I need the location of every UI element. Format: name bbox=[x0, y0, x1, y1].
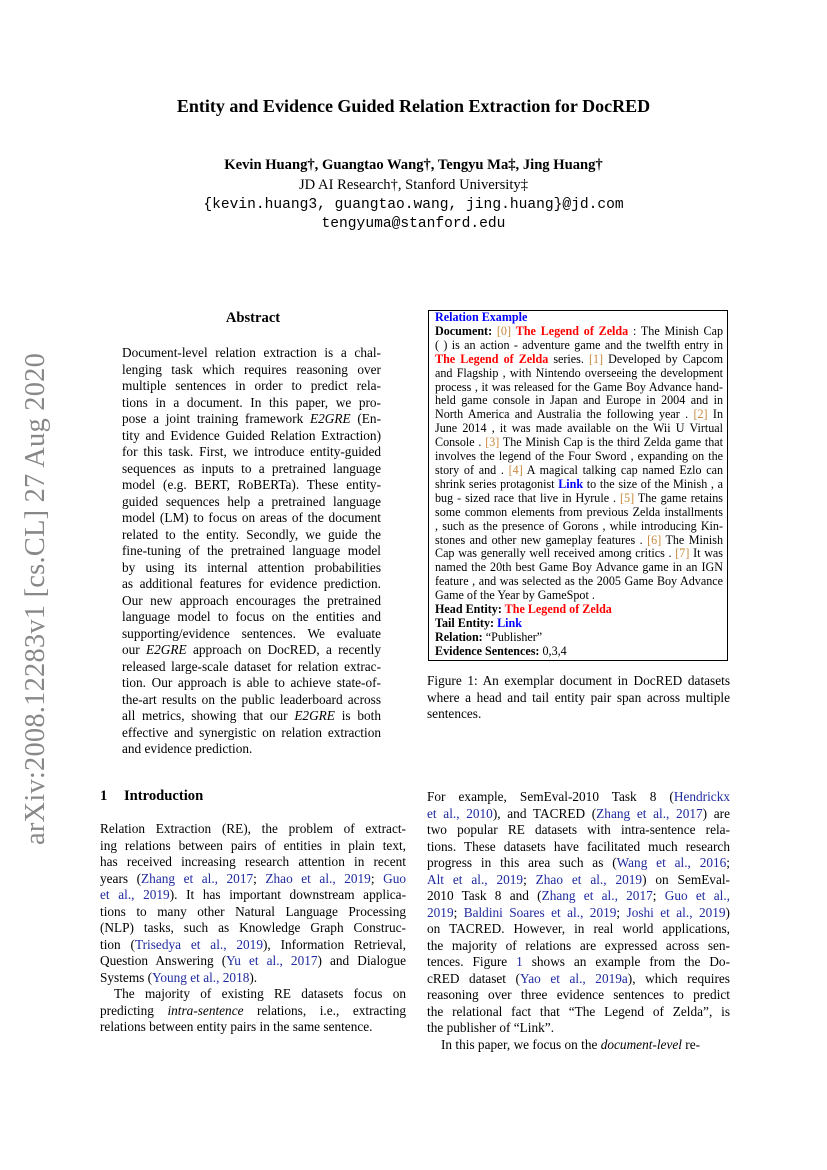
text-line bbox=[122, 725, 381, 742]
affiliation: JD AI Research†, Stanford University‡ bbox=[299, 177, 528, 193]
text-line bbox=[122, 444, 381, 461]
text: released large-scale dataset for relation extrac- bbox=[122, 658, 381, 674]
text: Question Answering ( bbox=[100, 953, 227, 968]
text-line bbox=[427, 905, 730, 922]
text-line bbox=[435, 534, 723, 548]
text: : The Minish Cap bbox=[628, 323, 723, 338]
text: effective and synergistic on relation extraction bbox=[122, 724, 381, 740]
text: reasoning over three evidence sentences to predict bbox=[427, 987, 730, 1002]
text: Our new approach encourages the pretrained bbox=[122, 592, 381, 608]
section-number: 1 bbox=[100, 788, 108, 804]
text-line bbox=[427, 921, 730, 938]
text-line bbox=[100, 904, 406, 921]
text: tions. These datasets have facilitated much research bbox=[427, 838, 730, 854]
text: sequences as inputs to a pretrained language bbox=[122, 460, 381, 476]
text-line bbox=[427, 806, 730, 823]
sentence-index: [2] bbox=[693, 407, 708, 422]
text: series. bbox=[548, 351, 589, 366]
text-line bbox=[122, 576, 381, 593]
text: In this paper, we focus on the bbox=[441, 1036, 601, 1052]
text: supporting/evidence sentences. We evaluate bbox=[122, 625, 381, 641]
text-line bbox=[100, 1019, 406, 1036]
text: 2010 Task 8 and ( bbox=[427, 888, 542, 903]
text: tences. Figure bbox=[427, 954, 517, 969]
text: involves the legend of the Four Sword , expanding on the bbox=[435, 449, 723, 464]
text: our bbox=[122, 642, 147, 657]
text: ) are bbox=[702, 805, 731, 821]
tail-entity: Link bbox=[497, 615, 522, 630]
text-line bbox=[122, 395, 381, 412]
text: It was bbox=[689, 546, 723, 561]
text: ) on SemEval- bbox=[642, 871, 730, 887]
text: In bbox=[707, 407, 723, 422]
text-line bbox=[427, 1004, 730, 1021]
text-line bbox=[427, 888, 730, 905]
head-entity: The Legend of Zelda bbox=[435, 351, 549, 366]
sentence-index: [3] bbox=[485, 435, 500, 450]
text: to the size of the Minish , a bbox=[583, 476, 723, 491]
text: where a head and tail entity pair span across multiple bbox=[427, 689, 730, 705]
citation-link[interactable]: Joshi et al., 2019 bbox=[626, 904, 726, 920]
text-line bbox=[427, 938, 730, 955]
citation-link[interactable]: Zhang et al., 2017 bbox=[541, 888, 653, 903]
text-line bbox=[427, 706, 730, 723]
text-line bbox=[100, 920, 406, 937]
text: Relation Extraction (RE), the problem of extract- bbox=[100, 821, 406, 836]
text: ) bbox=[725, 904, 730, 920]
text: progress in this area such as ( bbox=[427, 855, 617, 870]
head-entity: The Legend of Zelda bbox=[515, 323, 629, 338]
text-line bbox=[427, 987, 730, 1004]
text: Systems ( bbox=[100, 969, 153, 985]
text-line bbox=[427, 839, 730, 856]
text: the publisher of “Link”. bbox=[427, 1020, 555, 1035]
text: stones and other new gameplay features . bbox=[435, 532, 648, 547]
text-line bbox=[427, 690, 730, 707]
text: feature , and was selected as the 2005 Game Boy Advance bbox=[435, 574, 723, 589]
text: ing relations between pairs of entities in plain text, bbox=[100, 837, 406, 853]
text: for this task. First, we introduce entity-guided bbox=[122, 444, 381, 459]
text: Document-level relation extraction is a chal- bbox=[122, 345, 381, 360]
text-line bbox=[427, 822, 730, 839]
text: For example, SemEval-2010 Task 8 ( bbox=[427, 789, 674, 804]
text-line bbox=[122, 510, 381, 527]
text: ; bbox=[370, 870, 384, 886]
sentence-index: [4] bbox=[508, 462, 523, 477]
email-line-1: {kevin.huang3, guangtao.wang, jing.huang}@jd.com bbox=[203, 197, 624, 213]
text-line bbox=[435, 367, 723, 381]
sentence-index: [5] bbox=[620, 490, 635, 505]
text-line bbox=[435, 353, 723, 367]
label: Document: bbox=[435, 323, 497, 338]
text: has received increasing research attention in recent bbox=[100, 854, 406, 869]
arxiv-stamp: arXiv:2008.12283v1 [cs.CL] 27 Aug 2020 bbox=[20, 352, 51, 845]
citation-link[interactable]: Alt et al., 2019 bbox=[427, 871, 524, 887]
text-line bbox=[100, 887, 406, 904]
text: held game console in Japan and Europe in 2004 and in bbox=[435, 393, 723, 408]
text-line bbox=[435, 325, 723, 339]
text-line bbox=[122, 543, 381, 560]
text-line bbox=[122, 477, 381, 494]
text-line bbox=[435, 311, 723, 325]
text-line bbox=[100, 854, 406, 871]
text: Game of the Year by GameSpot . bbox=[435, 588, 595, 603]
citation-link[interactable]: Baldini Soares et al., 2019 bbox=[463, 904, 617, 920]
sentence-index: [0] bbox=[496, 323, 511, 338]
sentence-index: [6] bbox=[647, 532, 662, 547]
text: model (e.g. BERT, RoBERTa). These entity- bbox=[122, 477, 381, 492]
text: ), which requires bbox=[627, 970, 730, 986]
citation-link[interactable]: Guo et al., bbox=[664, 888, 730, 903]
text-line bbox=[427, 954, 730, 971]
text: , such as the presence of Gorons , while introducing Kin- bbox=[435, 518, 723, 533]
citation-link[interactable]: Trisedya et al., 2019 bbox=[134, 936, 263, 952]
text: ; bbox=[726, 855, 730, 870]
text-line bbox=[435, 561, 723, 575]
text: process , it was released for the Game Boy Advance hand- bbox=[435, 379, 723, 394]
text-line bbox=[427, 789, 730, 806]
text-line bbox=[122, 741, 381, 758]
text: tion. Our approach is able to achieve state-of- bbox=[122, 675, 381, 690]
text: years ( bbox=[100, 870, 142, 886]
text-line bbox=[427, 1020, 730, 1037]
text: the relational fact that “The Legend of Zelda”, is bbox=[427, 1003, 730, 1019]
text-line bbox=[122, 708, 381, 725]
text-line bbox=[122, 428, 381, 445]
text: (En- bbox=[350, 411, 382, 426]
text: The majority of existing RE datasets focus on bbox=[114, 986, 406, 1001]
citation-link[interactable]: Zhao et al., 2019 bbox=[535, 871, 643, 887]
text: is both bbox=[334, 708, 381, 723]
text: some common elements from previous Zelda installments bbox=[435, 504, 723, 519]
tail-entity: Link bbox=[558, 476, 584, 491]
text: A magical talking cap named Ezlo can bbox=[522, 462, 723, 477]
text-line bbox=[427, 1037, 730, 1054]
text: The Minish Cap is the third Zelda game that bbox=[499, 435, 723, 450]
text-line bbox=[100, 986, 406, 1003]
text-line bbox=[435, 506, 723, 520]
text: ; bbox=[616, 904, 627, 920]
text: pose a joint training framework bbox=[122, 411, 311, 426]
text: the-art results on the public leaderboard across bbox=[122, 691, 381, 707]
text: ). bbox=[249, 969, 258, 985]
head-entity: The Legend of Zelda bbox=[504, 602, 612, 617]
text: ; bbox=[253, 870, 266, 886]
label: Head Entity: bbox=[435, 602, 505, 617]
text: (NLP) tasks, such as Knowledge Graph Construc- bbox=[100, 920, 406, 935]
citation-link[interactable]: Yu et al., 2017 bbox=[226, 953, 318, 968]
text: ), and TACRED ( bbox=[492, 805, 597, 821]
text-line bbox=[435, 547, 723, 561]
sentence-index: [1] bbox=[588, 351, 604, 366]
abstract-heading: Abstract bbox=[225, 310, 281, 326]
text: language model to focus on the entities and bbox=[122, 609, 381, 624]
text: ) and Dialogue bbox=[317, 953, 406, 968]
text: predicting bbox=[100, 1002, 168, 1018]
citation-link[interactable]: Guo bbox=[383, 870, 406, 886]
text: re- bbox=[681, 1036, 701, 1052]
text: lenging task which requires reasoning over bbox=[122, 361, 381, 377]
text-line bbox=[435, 408, 723, 422]
label: Relation: bbox=[435, 629, 486, 644]
text-line bbox=[122, 378, 381, 395]
citation-link[interactable]: 1 bbox=[516, 954, 523, 969]
text: ), Information Retrieval, bbox=[262, 936, 406, 952]
text-line bbox=[122, 659, 381, 676]
text: by using its internal attention probabilities bbox=[122, 559, 381, 575]
text: Figure 1: An exemplar document in DocRED datasets bbox=[427, 673, 730, 688]
text-line bbox=[122, 642, 381, 659]
text: The game retains bbox=[634, 490, 723, 505]
abstract-body bbox=[122, 345, 381, 758]
citation-link[interactable]: et al., 2019 bbox=[100, 887, 170, 902]
text-line bbox=[427, 971, 730, 988]
text-line bbox=[435, 603, 723, 617]
text-line bbox=[122, 461, 381, 478]
text-line bbox=[427, 673, 730, 690]
text-line bbox=[122, 692, 381, 709]
emphasis: E2GRE bbox=[294, 708, 335, 723]
text-line bbox=[122, 593, 381, 610]
text: cRED dataset ( bbox=[427, 970, 520, 986]
text-line bbox=[122, 626, 381, 643]
citation-link[interactable]: Yao et al., 2019a bbox=[519, 970, 628, 986]
text-line bbox=[100, 937, 406, 954]
text: shrink series protagonist bbox=[435, 476, 559, 491]
text: Console . bbox=[435, 435, 486, 450]
text-line bbox=[122, 494, 381, 511]
text-line bbox=[100, 838, 406, 855]
text: model (LM) to focus on areas of the document bbox=[122, 510, 381, 525]
text-line bbox=[100, 970, 406, 987]
text-line bbox=[100, 871, 406, 888]
text: Developed by Capcom bbox=[603, 351, 723, 366]
text: relations between entity pairs in the same sentence. bbox=[100, 1019, 373, 1034]
section-heading-introduction bbox=[100, 788, 203, 805]
text-line bbox=[122, 527, 381, 544]
text-line bbox=[100, 1003, 406, 1020]
text-line bbox=[435, 422, 723, 436]
text-line bbox=[435, 394, 723, 408]
emphasis: intra-sentence bbox=[167, 1002, 244, 1018]
text-line bbox=[122, 675, 381, 692]
label: Tail Entity: bbox=[435, 615, 498, 630]
authors: Kevin Huang†, Guangtao Wang†, Tengyu Ma‡, Jing Huang† bbox=[224, 157, 603, 173]
text: and evidence prediction. bbox=[122, 741, 253, 756]
text: tions to many other Natural Language Processing bbox=[100, 903, 406, 919]
text-line bbox=[122, 362, 381, 379]
text-line bbox=[100, 821, 406, 838]
text-line bbox=[435, 478, 723, 492]
text: story of and . bbox=[435, 462, 509, 477]
text: all metrics, showing that our bbox=[122, 708, 295, 723]
text: The Minish bbox=[661, 532, 724, 547]
text: fine-tuning of the pretrained language model bbox=[122, 543, 381, 558]
text-line bbox=[435, 492, 723, 506]
text: tion ( bbox=[100, 936, 135, 952]
text: multiple sentences in order to predict rela- bbox=[122, 378, 381, 393]
emphasis: document-level bbox=[600, 1036, 682, 1052]
label: Evidence Sentences: bbox=[435, 643, 543, 658]
text: relations, i.e., extracting bbox=[243, 1002, 406, 1018]
text-line bbox=[435, 450, 723, 464]
text: guided sequences help a pretrained language bbox=[122, 493, 381, 509]
text: tity and Evidence Guided Relation Extraction) bbox=[122, 427, 381, 443]
text-line bbox=[435, 589, 723, 603]
citation-link[interactable]: Young et al., 2018 bbox=[152, 969, 250, 985]
citation-link[interactable]: Zhao et al., 2019 bbox=[265, 870, 371, 886]
text: 0,3,4 bbox=[542, 643, 567, 658]
text-line bbox=[435, 464, 723, 478]
text: ; bbox=[453, 904, 464, 920]
text: related to the entity. Secondly, we guide the bbox=[122, 526, 381, 542]
sentence-index: [7] bbox=[675, 546, 690, 561]
text-line bbox=[435, 436, 723, 450]
text-line bbox=[427, 855, 730, 872]
citation-link[interactable]: Hendrickx bbox=[673, 789, 730, 804]
text-line bbox=[435, 520, 723, 534]
text: June 2014 , it was made available on the Wii U Virtual bbox=[435, 421, 723, 436]
text: on TACRED. However, in real world applications, bbox=[427, 921, 730, 936]
intro-right-column bbox=[427, 789, 730, 1053]
text: ( ) is an action - adventure game and the twelfth entry in bbox=[435, 337, 723, 352]
text-line bbox=[435, 381, 723, 395]
text: ; bbox=[652, 888, 665, 903]
text: North America and Australia the following year . bbox=[435, 407, 694, 422]
paper-title: Entity and Evidence Guided Relation Extraction for DocRED bbox=[176, 96, 651, 116]
text: sentences. bbox=[427, 706, 482, 721]
citation-link[interactable]: Zhang et al., 2017 bbox=[596, 805, 703, 821]
text: tions in a document. In this paper, we pro- bbox=[122, 394, 381, 410]
text: “Publisher” bbox=[485, 629, 543, 644]
text: ; bbox=[523, 871, 536, 887]
email-line-2: tengyuma@stanford.edu bbox=[321, 216, 506, 232]
citation-link[interactable]: Wang et al., 2016 bbox=[616, 855, 727, 870]
text: shows an example from the Do- bbox=[522, 954, 730, 969]
intro-left-column bbox=[100, 821, 406, 1036]
text-line bbox=[122, 560, 381, 577]
emphasis: E2GRE bbox=[310, 411, 351, 426]
figure-1-caption bbox=[427, 673, 730, 723]
text: named the 20th best Game Boy Advance game in an IGN bbox=[435, 560, 723, 575]
text: two popular RE datasets with intra-sentence rela- bbox=[427, 822, 730, 837]
text-line bbox=[427, 872, 730, 889]
citation-link[interactable]: et al., 2010 bbox=[427, 805, 493, 821]
text-line bbox=[435, 575, 723, 589]
text: ). It has important downstream applica- bbox=[169, 887, 407, 902]
citation-link[interactable]: 2019 bbox=[427, 904, 454, 920]
text: bug - sized race that live in Hyrule . bbox=[435, 490, 620, 505]
emphasis: E2GRE bbox=[146, 642, 187, 657]
citation-link[interactable]: Zhang et al., 2017 bbox=[141, 870, 254, 886]
text-line bbox=[100, 953, 406, 970]
text: the majority of relations are expressed across sen- bbox=[427, 937, 730, 953]
text: Cap was generally well received among critics . bbox=[435, 546, 676, 561]
section-title: Introduction bbox=[124, 788, 204, 804]
text-line bbox=[435, 645, 723, 659]
tail-entity: Relation Example bbox=[435, 310, 528, 324]
text-line bbox=[435, 631, 723, 645]
text: approach on DocRED, a recently bbox=[186, 642, 381, 657]
text-line bbox=[435, 617, 723, 631]
text-line bbox=[435, 339, 723, 353]
text-line bbox=[122, 609, 381, 626]
text: and Flagship , with Nintendo overseeing the development bbox=[435, 365, 723, 380]
text: as additional features for evidence prediction. bbox=[122, 576, 381, 591]
text-line bbox=[122, 411, 381, 428]
figure-1-content bbox=[435, 311, 723, 659]
text-line bbox=[122, 345, 381, 362]
